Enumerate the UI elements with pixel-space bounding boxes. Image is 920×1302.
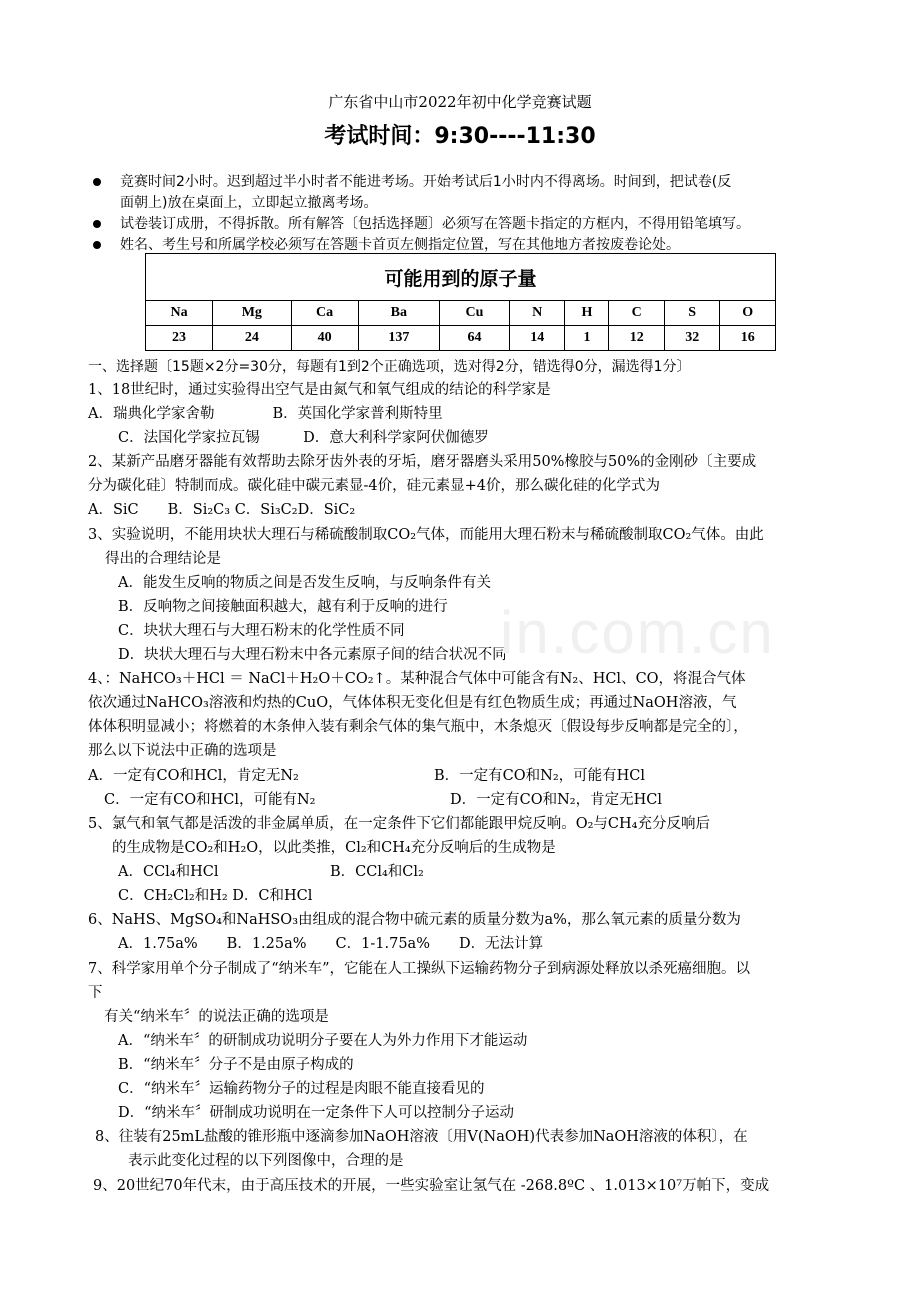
- exam-time: 考试时间：9:30----11:30: [324, 124, 596, 149]
- option-text: D．块状大理石与大理石粉末中各元素原子间的结合状况不同: [118, 647, 507, 663]
- question-text: 9、20世纪70年代末，由于高压技术的开展，一些实验室让氢气在 -268.8ºC 、1.013×10⁷万帕下，变成: [93, 1178, 770, 1194]
- option-text: C．CH₂Cl₂和H₂ D．C和HCl: [118, 888, 313, 904]
- option-text: D．一定有CO和N₂，肯定无HCl: [450, 792, 662, 808]
- question-text: 分为碳化硅〕特制而成。碳化硅中碳元素显-4价，硅元素显+4价，那么碳化硅的化学式为: [88, 478, 660, 494]
- option-text: A．1.75a% B．1.25a% C．1-1.75a% D．无法计算: [118, 936, 544, 952]
- bullet-text: 面朝上)放在桌面上，立即起立撤离考场。: [120, 195, 378, 211]
- question-text: 得出的合理结论是: [105, 551, 221, 567]
- element-symbol: S: [664, 301, 720, 326]
- question-text: 表示此变化过程的以下列图像中，合理的是: [128, 1153, 404, 1169]
- element-symbol: O: [720, 301, 776, 326]
- option-text: A．瑞典化学家舍勒 B．英国化学家普利斯特里: [88, 406, 443, 422]
- question-text: 8、往装有25mL盐酸的锥形瓶中逐滴参加NaOH溶液〔用V(NaOH)代表参加NaOH溶液的体积〕，在: [95, 1129, 748, 1145]
- question-text: 的生成物是CO₂和H₂O，以此类推，Cl₂和CH₄充分反响后的生成物是: [112, 840, 556, 856]
- option-text: C．“纳米车〞运输药物分子的过程是肉眼不能直接看见的: [118, 1081, 485, 1097]
- question-text: 4、：NaHCO₃＋HCl ＝ NaCl＋H₂O＋CO₂↑。某种混合气体中可能含有N₂、HCl、CO，将混合气体: [88, 671, 746, 687]
- question-text: 5、氯气和氧气都是活泼的非金属单质，在一定条件下它们都能跟甲烷反响。O₂与CH₄充分反响后: [88, 816, 710, 832]
- option-text: C．块状大理石与大理石粉末的化学性质不同: [118, 623, 405, 639]
- element-symbol: Cu: [440, 301, 510, 326]
- mass-row: [146, 326, 776, 351]
- element-symbol: Mg: [213, 301, 292, 326]
- question-text: 6、NaHS、MgSO₄和NaHSO₃由组成的混合物中硫元素的质量分数为a%，那么氧元素的质量分数为: [88, 912, 741, 928]
- atomic-mass: 12: [609, 326, 665, 351]
- option-text: B．反响物之间接触面积越大，越有利于反响的进行: [118, 599, 448, 615]
- atomic-mass: 14: [509, 326, 565, 351]
- option-text: B．CCl₄和Cl₂: [330, 864, 424, 880]
- element-symbol: Na: [146, 301, 213, 326]
- question-text: 7、科学家用单个分子制成了“纳米车”，它能在人工操纵下运输药物分子到病源处释放以杀死癌细胞。以: [88, 961, 751, 977]
- option-text: B．“纳米车〞分子不是由原子构成的: [118, 1057, 354, 1073]
- option-text: A．CCl₄和HCl: [118, 864, 219, 880]
- bullet-dot-icon: [93, 220, 101, 228]
- question-text: 依次通过NaHCO₃溶液和灼热的CuO，气体体积无变化但是有红色物质生成；再通过NaOH溶液，气: [88, 695, 737, 711]
- atomic-mass: 137: [358, 326, 439, 351]
- element-symbol: Ca: [291, 301, 358, 326]
- option-text: A．一定有CO和HCl，肯定无N₂: [88, 768, 299, 784]
- option-text: D．“纳米车〞研制成功说明在一定条件下人可以控制分子运动: [118, 1105, 515, 1121]
- question-text: 1、18世纪时，通过实验得出空气是由氮气和氧气组成的结论的科学家是: [88, 382, 551, 398]
- element-symbol: H: [565, 301, 609, 326]
- option-text: A．SiC B．Si₂C₃ C．Si₃C₂D．SiC₂: [88, 502, 356, 518]
- section-heading: 一、选择题〔15题×2分=30分，每题有1到2个正确选项，选对得2分，错选得0分，漏选得1分〕: [88, 359, 691, 375]
- question-text: 3、实验说明，不能用块状大理石与稀硫酸制取CO₂气体，而能用大理石粉末与稀硫酸制取CO₂气体。由此: [88, 527, 764, 543]
- option-text: A．能发生反响的物质之间是否发生反响，与反响条件有关: [118, 575, 491, 591]
- question-text: 下: [88, 985, 103, 1001]
- atomic-mass: 16: [720, 326, 776, 351]
- bullet-text: 姓名、考生号和所属学校必须写在答题卡首页左侧指定位置，写在其他地方者按废卷论处。: [120, 237, 680, 253]
- atomic-mass: 24: [213, 326, 292, 351]
- question-text: 有关“纳米车〞的说法正确的选项是: [104, 1009, 329, 1025]
- option-text: C．一定有CO和HCl，可能有N₂: [104, 792, 316, 808]
- bullet-dot-icon: [93, 241, 101, 249]
- bullet-dot-icon: [93, 178, 101, 186]
- option-text: A．“纳米车〞的研制成功说明分子要在人为外力作用下才能运动: [118, 1033, 528, 1049]
- document-title: 广东省中山市2022年初中化学竞赛试题: [328, 93, 592, 111]
- option-text: C．法国化学家拉瓦锡 D．意大利科学家阿伏伽德罗: [118, 430, 489, 446]
- question-text: 体体积明显减小；将燃着的木条伸入装有剩余气体的集气瓶中，木条熄灭〔假设每步反响都是完全的〕，: [88, 719, 748, 735]
- element-symbol: N: [509, 301, 565, 326]
- atomic-mass: 64: [440, 326, 510, 351]
- question-text: 那么以下说法中正确的选项是: [88, 743, 277, 759]
- atomic-mass-table: [145, 253, 776, 351]
- question-text: 2、某新产品磨牙器能有效帮助去除牙齿外表的牙垢，磨牙器磨头采用50%橡胶与50%的金刚砂〔主要成: [88, 454, 757, 470]
- bullet-text: 竞赛时间2小时。迟到超过半小时者不能进考场。开始考试后1小时内不得离场。时间到，把试卷(反: [120, 174, 732, 190]
- watermark: in.com.cn: [500, 599, 775, 666]
- atomic-mass: 1: [565, 326, 609, 351]
- element-symbol: Ba: [358, 301, 439, 326]
- atomic-mass: 32: [664, 326, 720, 351]
- element-symbol: C: [609, 301, 665, 326]
- bullet-text: 试卷装订成册，不得拆散。所有解答〔包括选择题〕必须写在答题卡指定的方框内，不得用铅笔填写。: [120, 216, 750, 232]
- atomic-mass: 40: [291, 326, 358, 351]
- option-text: B．一定有CO和N₂，可能有HCl: [434, 768, 646, 784]
- element-row: [146, 301, 776, 326]
- table-caption: 可能用到的原子量: [146, 254, 776, 301]
- atomic-mass: 23: [146, 326, 213, 351]
